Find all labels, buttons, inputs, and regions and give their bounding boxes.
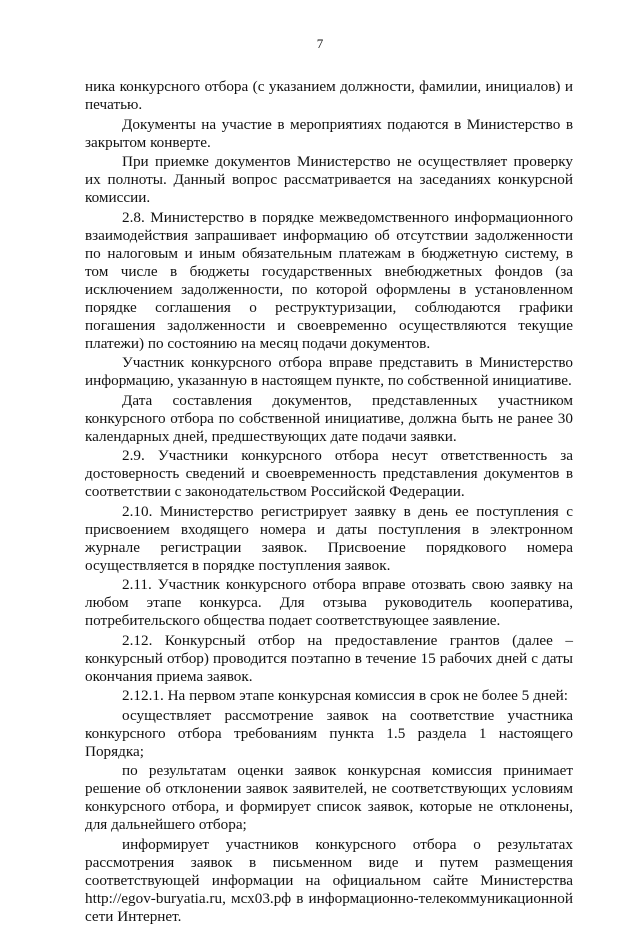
- paragraph-inform-participants: информирует участников конкурсного отбора о результатах рассмотрения заявок в письменном виде и путем размещения соответствующей информации на официальном сайте Министерства http://egov-buryatia.ru, мсх03.рф в информационно-телекоммуникационной сети Интернет.: [85, 835, 573, 925]
- paragraph-2-11: 2.11. Участник конкурсного отбора вправе отозвать свою заявку на любом этапе конкурса. Для отзыва руководитель кооператива, потребительского общества подает соответствующее заявление.: [85, 576, 573, 629]
- paragraph-participant-initiative: Участник конкурсного отбора вправе представить в Министерство информацию, указанную в настоящем пункте, по собственной инициативе.: [85, 354, 573, 389]
- paragraph-2-10: 2.10. Министерство регистрирует заявку в день ее поступления с присвоением входящего номера и даты поступления в электронном журнале регистрации заявок. Присвоение порядкового номера осуществляется в порядке поступления заявок.: [85, 502, 573, 574]
- paragraph-document-date: Дата составления документов, представленных участником конкурсного отбора по собственной инициативе, должна быть не ранее 30 календарных дней, предшествующих дате подачи заявки.: [85, 391, 573, 445]
- paragraph-evaluation-results: по результатам оценки заявок конкурсная комиссия принимает решение об отклонении заявок заявителей, не соответствующих условиям конкурсного отбора, и формирует список заявок, которые не отклонены, для дальнейшего отбора;: [85, 762, 573, 833]
- paragraph-2-9: 2.9. Участники конкурсного отбора несут ответственность за достоверность сведений и своевременность представления документов в соответствии с законодательством Российской Федерации.: [85, 447, 573, 500]
- paragraph-continuation: ника конкурсного отбора (с указанием должности, фамилии, инициалов) и печатью.: [85, 78, 573, 113]
- paragraph-2-12-1: 2.12.1. На первом этапе конкурсная комиссия в срок не более 5 дней:: [122, 687, 569, 704]
- page-number: 7: [316, 36, 324, 51]
- paragraph-2-12: 2.12. Конкурсный отбор на предоставление грантов (далее – конкурсный отбор) проводится поэтапно в течение 15 рабочих дней с даты окончания приема заявок.: [85, 631, 573, 685]
- paragraph-review-applications: осуществляет рассмотрение заявок на соответствие участника конкурсного отбора требованиям пункта 1.5 раздела 1 настоящего Порядка;: [85, 706, 573, 760]
- document-body: [85, 78, 573, 927]
- paragraph-documents-submission: Документы на участие в мероприятиях подаются в Министерство в закрытом конверте.: [85, 115, 573, 151]
- paragraph-documents-acceptance: При приемке документов Министерство не осуществляет проверку их полноты. Данный вопрос рассматривается на заседаниях конкурсной комиссии.: [85, 153, 573, 206]
- paragraph-2-8: 2.8. Министерство в порядке межведомственного информационного взаимодействия запрашивает информацию об отсутствии задолженности по налоговым и иным обязательным платежам в бюджетную систему, в том числе в бюджеты государственных внебюджетных фондов (за исключением задолженности, по которой оформлены в установленном порядке соглашения о реструктуризации, соблюдаются графики погашения задолженности и своевременно осуществляются текущие платежи) по состоянию на месяц подачи документов.: [85, 208, 573, 352]
